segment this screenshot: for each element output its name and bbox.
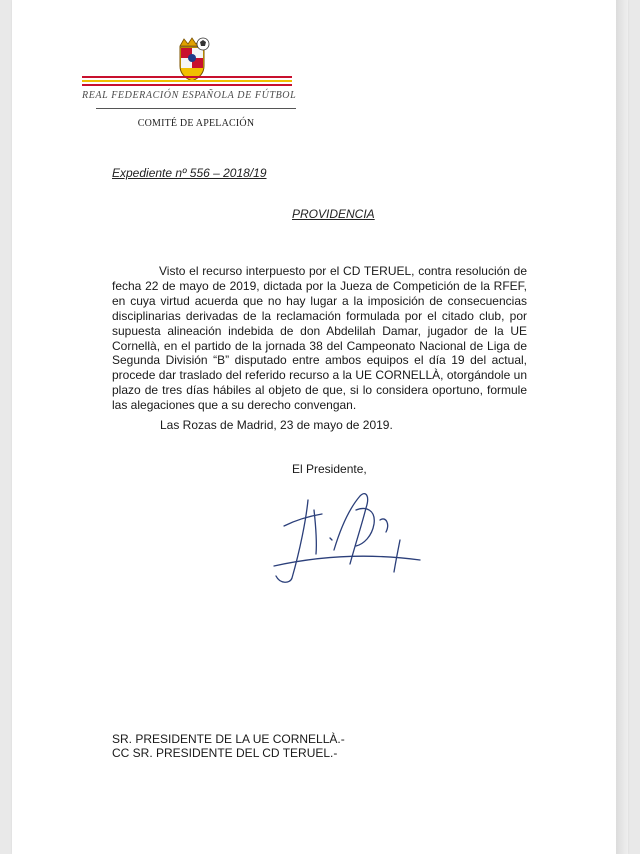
handwritten-signature	[270, 480, 440, 590]
committee-name: COMITÉ DE APELACIÓN	[137, 118, 255, 129]
federation-name: REAL FEDERACIÓN ESPAÑOLA DE FÚTBOL	[82, 90, 297, 101]
recipient-line-1: SR. PRESIDENTE DE LA UE CORNELLÀ.-	[112, 732, 345, 746]
document-page	[12, 0, 628, 854]
document-title: PROVIDENCIA	[292, 207, 375, 221]
recipient-line-2: CC SR. PRESIDENTE DEL CD TERUEL.-	[112, 746, 338, 760]
place-date: Las Rozas de Madrid, 23 de mayo de 2019.	[160, 418, 393, 432]
case-number: Expediente nº 556 – 2018/19	[112, 166, 267, 180]
flag-stripes	[82, 76, 292, 86]
body-paragraph	[112, 264, 527, 413]
rfef-logo	[80, 30, 300, 110]
header-divider	[96, 108, 296, 109]
page-edge-shadow	[616, 0, 628, 854]
signatory-label: El Presidente,	[292, 462, 367, 476]
body-text: Visto el recurso interpuesto por el CD TERUEL, contra resolución de fecha 22 de mayo de 2019, dictada por la Jueza de Competición de la RFEF, en cuya virtud acuerda que no hay lugar a la imposición de consecuencias disciplinarias derivadas de la reclamación formulada por el citado club, por supuesta alineación indebida de don Abdelilah Damar, jugador de la UE Cornellà, en el partido de la jornada 38 del Campeonato Nacional de Liga de Segunda División “B” disputado entre ambos equipos el día 19 del actual, procede dar traslado del referido recurso a la UE CORNELLÀ, otorgándole un plazo de tres días hábiles al objeto de que, si lo considera oportuno, formule las alegaciones que a su derecho convengan.	[112, 264, 527, 413]
